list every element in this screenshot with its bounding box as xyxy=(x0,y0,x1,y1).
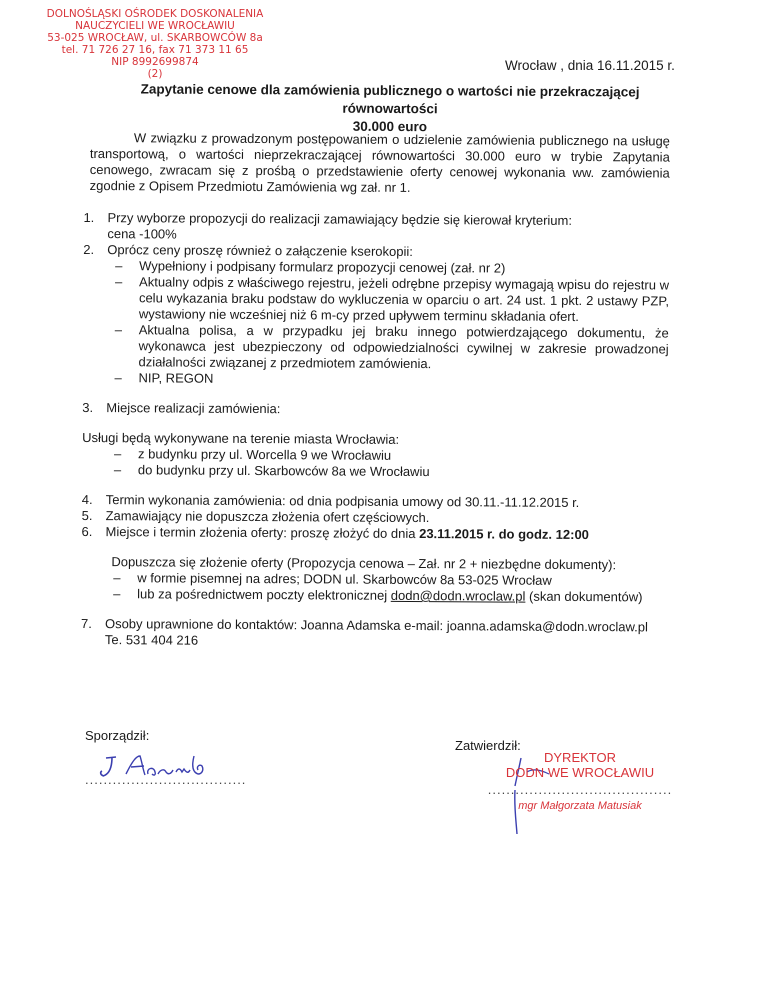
title-line-1: Zapytanie cenowe dla zamówienia publicznego o wartości nie przekraczającej równowartości xyxy=(140,81,640,117)
document-date: Wrocław , dnia 16.11.2015 r. xyxy=(505,58,675,73)
bullet-item xyxy=(89,322,669,374)
phone: Te. 531 404 216 xyxy=(104,632,199,648)
dash-marker: – xyxy=(114,370,122,386)
bullet-text: NIP, REGON xyxy=(138,370,214,386)
deadline: 23.11.2015 r. do godz. 12:00 xyxy=(419,526,589,543)
item-number: 3. xyxy=(82,399,94,416)
bullet-text: (skan dokumentów) xyxy=(525,588,643,605)
item-number: 1. xyxy=(83,209,95,226)
bullet-content xyxy=(137,586,667,605)
dash-marker: – xyxy=(115,274,123,290)
item-text: Termin wykonania zamówienia: od dnia podpisania umowy od 30.11.-11.12.2015 r. xyxy=(105,492,580,510)
stamp-line: DOLNOŚLĄSKI OŚRODEK DOSKONALENIA xyxy=(46,8,264,20)
bullet-item xyxy=(89,274,669,326)
item-number: 2. xyxy=(83,241,95,258)
stamp-line: NIP 8992699874 xyxy=(111,56,199,68)
email-link[interactable]: dodn@dodn.wroclaw.pl xyxy=(390,587,526,604)
item-number: 4. xyxy=(81,491,93,508)
bullet-text: do budynku przy ul. Skarbowców 8a we Wrocławiu xyxy=(137,462,430,480)
bullet-text: Wypełniony i podpisany formularz propozycji cenowej (zał. nr 2) xyxy=(139,258,506,276)
list-item xyxy=(80,615,667,652)
stamp-line: DYREKTOR xyxy=(544,750,616,765)
item-content xyxy=(105,616,667,651)
item-text: Miejsce i termin złożenia oferty: proszę złożyć do dnia xyxy=(105,524,420,542)
item-number: 5. xyxy=(81,507,93,524)
item-text: Zamawiający nie dopuszcza złożenia ofert częściowych. xyxy=(105,508,430,526)
bullet-text: w formie pisemnej na adres; DODN ul. Skarbowców 8a 53-025 Wrocław xyxy=(137,570,552,588)
list-item xyxy=(83,209,669,246)
approved-by-label: Zatwierdził: xyxy=(455,738,521,753)
item-text: Przy wyborze propozycji do realizacji zamawiający będzie się kierował kryterium: xyxy=(107,210,573,228)
bullet-text: z budynku przy ul. Worcella 9 we Wrocławiu xyxy=(137,446,392,463)
director-name: mgr Małgorzata Matusiak xyxy=(518,800,642,812)
item-text: Oprócz ceny proszę również o załączenie kserokopii: xyxy=(107,242,413,259)
bullet-text: Aktualny odpis z właściwego rejestru, jeżeli odrębne przepisy wymagają wpisu do rejestru w celu wykazania braku podstaw do wykluczenia w oparciu o art. 24 ust. 1 pkt. 2 ustawy PZP, wystawiony nie wcześniej niż 6 m-cy przed upływem terminu składania ofert. xyxy=(138,274,670,324)
dash-marker: – xyxy=(114,322,123,338)
item-text: Miejsce realizacji zamówienia: xyxy=(106,400,281,417)
stamp-line: (2) xyxy=(147,68,163,80)
signature-dots: ........................................ xyxy=(487,782,673,797)
dash-marker: – xyxy=(113,446,122,462)
prepared-by-label: Sporządził: xyxy=(85,728,150,743)
handwritten-signature xyxy=(88,752,288,782)
stamp-line: tel. 71 726 27 16, fax 71 373 11 65 xyxy=(61,44,249,56)
offer-intro: Dopuszcza się złożenie oferty (Propozycja cenowa – Zał. nr 2 + niezbędne dokumenty): xyxy=(111,554,617,573)
title-line-2: 30.000 euro xyxy=(352,118,428,135)
services-intro: Usługi będą wykonywane na terenie miasta Wrocławia: xyxy=(82,429,400,447)
stamp-line: 53-025 WROCŁAW, ul. SKARBOWCÓW 8a xyxy=(47,32,263,44)
director-stamp xyxy=(465,750,695,814)
stamp-line: NAUCZYCIELI WE WROCŁAWIU xyxy=(75,20,235,32)
item-number: 6. xyxy=(81,523,93,540)
criterion: cena -100% xyxy=(107,226,177,242)
item-content xyxy=(105,524,667,543)
document-body xyxy=(80,130,670,652)
dash-marker: – xyxy=(115,258,123,274)
bullet-text: Aktualna polisa, a w przypadku jej braku innego potwierdzającego dokumentu, że wykonawca jest ubezpieczony od odpowiedzialności cywilnej w zakresie prowadzonej działalności związanej z przedmiotem zamówienia. xyxy=(138,322,669,372)
dash-marker: – xyxy=(113,570,121,586)
document-title xyxy=(100,80,680,138)
item-number: 7. xyxy=(80,615,92,632)
item-content xyxy=(107,210,669,245)
intro-paragraph: W związku z prowadzonym postępowaniem o udzielenie zamówienia publicznego na usługę transportową, o wartości nieprzekraczającej równowartości 30.000 euro w trybie Zapytania cenowego, zwracam się z prośbą o przedstawienie oferty cenowej wykonania ww. zamówienia zgodnie z Opisem Przedmiotu Zamówienia wg zał. nr 1. xyxy=(89,130,670,195)
dash-marker: – xyxy=(113,586,121,602)
stamp-line: DODN WE WROCŁAWIU xyxy=(505,765,655,780)
item-text: Osoby uprawnione do kontaktów: Joanna Adamska e-mail: joanna.adamska@dodn.wroclaw.pl xyxy=(104,616,648,635)
bullet-text: lub za pośrednictwem poczty elektronicznej xyxy=(137,586,391,603)
institution-stamp xyxy=(20,8,290,80)
dash-marker: – xyxy=(113,462,122,478)
prepared-by-dots: ................................... xyxy=(85,772,247,787)
